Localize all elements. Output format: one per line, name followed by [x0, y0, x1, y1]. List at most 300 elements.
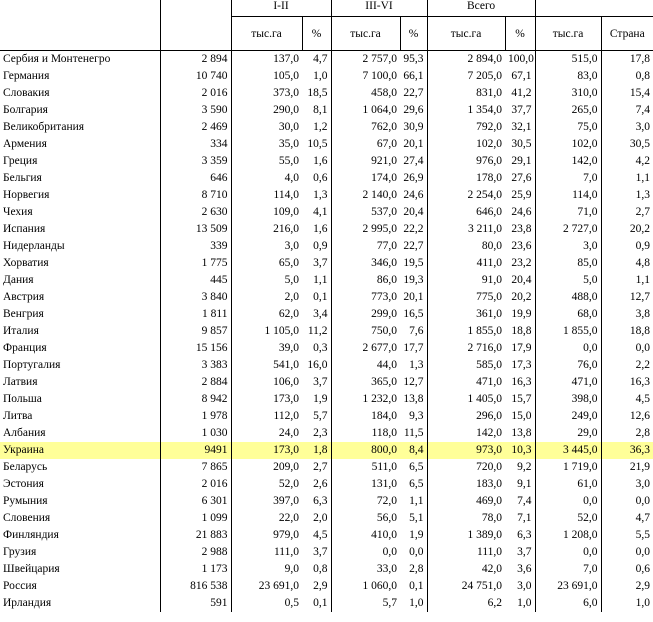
table-row — [0, 170, 653, 187]
cell-iii-vi-pct: 11,5 — [400, 425, 427, 442]
cell-all-pct: 13,8 — [505, 425, 535, 442]
cell-country: Беларусь — [0, 459, 160, 476]
cell-country: Украина — [0, 442, 160, 459]
cell-i-ii-area: 216,0 — [273, 223, 299, 235]
cell-country-pct: 4,5 — [635, 393, 651, 405]
cell-total-area: 2 016 — [160, 85, 231, 102]
cell-all-area: 976,0 — [476, 155, 503, 167]
cell-i-ii-pct: 0,8 — [302, 561, 331, 578]
cell-iii-vi-area: 44,0 — [376, 359, 398, 371]
cell-i-ii-pct: 3,7 — [302, 544, 331, 561]
cell-country: Словения — [0, 510, 160, 527]
header-sub-3b: % — [505, 17, 535, 51]
table-row — [0, 476, 653, 493]
cell-all-area: 646,0 — [476, 206, 503, 218]
cell-all-pct: 20,2 — [505, 289, 535, 306]
cell-country-pct: 3,8 — [635, 308, 651, 320]
cell-country-area: 61,0 — [535, 476, 601, 493]
cell-iii-vi-area: 56,0 — [376, 512, 398, 524]
cell-country-pct: 36,3 — [601, 442, 653, 459]
cell-iii-vi-pct: 5,1 — [400, 510, 427, 527]
cell-country-area: 5,0 — [535, 272, 601, 289]
cell-country-pct: 0,8 — [635, 70, 651, 82]
cell-i-ii-pct: 2,7 — [302, 459, 331, 476]
cell-all-area: 361,0 — [476, 308, 503, 320]
cell-all-pct: 1,0 — [505, 595, 535, 612]
cell-total-area: 3 590 — [160, 102, 231, 119]
cell-i-ii-pct: 1,6 — [302, 153, 331, 170]
table-row — [0, 544, 653, 561]
cell-country-pct: 1,0 — [635, 597, 651, 609]
cell-country: Литва — [0, 408, 160, 425]
cell-iii-vi-area: 86,0 — [376, 274, 398, 286]
cell-i-ii-area: 2,0 — [284, 291, 299, 303]
cell-total-area: 646 — [160, 170, 231, 187]
cell-i-ii-pct: 2,6 — [302, 476, 331, 493]
cell-country-pct: 0,9 — [635, 240, 651, 252]
cell-i-ii-area: 373,0 — [273, 87, 299, 99]
cell-total-area: 2 016 — [160, 476, 231, 493]
cell-i-ii-area: 106,0 — [273, 376, 299, 388]
cell-country-pct: 7,4 — [635, 104, 651, 116]
cell-all-pct: 67,1 — [505, 68, 535, 85]
cell-iii-vi-pct: 22,7 — [400, 85, 427, 102]
cell-i-ii-pct: 5,7 — [302, 408, 331, 425]
table-row — [0, 136, 653, 153]
cell-all-pct: 7,1 — [505, 510, 535, 527]
cell-country: Франция — [0, 340, 160, 357]
cell-country: Хорватия — [0, 255, 160, 272]
table-row — [0, 204, 653, 221]
cell-all-pct: 10,3 — [505, 442, 535, 459]
cell-i-ii-area: 65,0 — [278, 257, 299, 269]
cell-i-ii-pct: 2,0 — [302, 510, 331, 527]
cell-iii-vi-pct: 20,1 — [400, 289, 427, 306]
cell-country-pct: 4,8 — [635, 257, 651, 269]
cell-all-area: 80,0 — [481, 240, 503, 252]
cell-i-ii-pct: 1,1 — [302, 272, 331, 289]
cell-country: Италия — [0, 323, 160, 340]
cell-iii-vi-pct: 9,3 — [400, 408, 427, 425]
cell-iii-vi-area: 72,0 — [376, 495, 398, 507]
cell-all-pct: 19,9 — [505, 306, 535, 323]
header-group-2: III-VI — [331, 0, 427, 17]
cell-iii-vi-pct: 16,5 — [400, 306, 427, 323]
cell-i-ii-pct: 18,5 — [302, 85, 331, 102]
cell-iii-vi-pct: 13,8 — [400, 391, 427, 408]
cell-iii-vi-area: 773,0 — [371, 291, 398, 303]
cell-all-area: 78,0 — [481, 512, 503, 524]
cell-i-ii-area: 62,0 — [278, 308, 299, 320]
cell-all-area: 2 254,0 — [467, 189, 503, 201]
cell-country: Словакия — [0, 85, 160, 102]
cell-total-area: 2 988 — [160, 544, 231, 561]
cell-total-area: 1 173 — [160, 561, 231, 578]
cell-iii-vi-pct: 0,0 — [400, 544, 427, 561]
header-group-3: Всего — [427, 0, 535, 17]
cell-i-ii-area: 30,0 — [278, 121, 299, 133]
cell-all-pct: 24,6 — [505, 204, 535, 221]
cell-i-ii-pct: 1,6 — [302, 221, 331, 238]
cell-country: Испания — [0, 221, 160, 238]
cell-i-ii-area: 9,0 — [284, 563, 299, 575]
cell-all-pct: 27,6 — [505, 170, 535, 187]
cell-i-ii-area: 39,0 — [278, 342, 299, 354]
cell-total-area: 445 — [160, 272, 231, 289]
cell-i-ii-area: 541,0 — [273, 359, 299, 371]
cell-all-area: 24 751,0 — [461, 580, 503, 592]
cell-all-area: 411,0 — [476, 257, 503, 269]
cell-all-area: 296,0 — [476, 410, 503, 422]
cell-iii-vi-area: 1 232,0 — [362, 393, 398, 405]
cell-iii-vi-pct: 1,1 — [400, 493, 427, 510]
cell-all-pct: 3,0 — [505, 578, 535, 595]
cell-i-ii-area: 397,0 — [273, 495, 299, 507]
cell-iii-vi-area: 118,0 — [371, 427, 398, 439]
cell-iii-vi-pct: 2,8 — [400, 561, 427, 578]
cell-all-pct: 18,8 — [505, 323, 535, 340]
cell-all-area: 973,0 — [427, 442, 505, 459]
cell-country-area: 3,0 — [535, 238, 601, 255]
cell-iii-vi-area: 365,0 — [371, 376, 398, 388]
cell-i-ii-pct: 0,3 — [302, 340, 331, 357]
cell-total-area: 591 — [160, 595, 231, 612]
cell-country-pct: 0,6 — [635, 563, 651, 575]
cell-iii-vi-pct: 6,5 — [400, 459, 427, 476]
table-row — [0, 119, 653, 136]
cell-country-area: 1 719,0 — [535, 459, 601, 476]
cell-all-pct: 9,2 — [505, 459, 535, 476]
cell-country-area: 1 855,0 — [535, 323, 601, 340]
cell-country-area: 265,0 — [535, 102, 601, 119]
cell-all-area: 720,0 — [476, 461, 503, 473]
cell-country-area: 398,0 — [535, 391, 601, 408]
cell-all-area: 1 405,0 — [467, 393, 503, 405]
cell-i-ii-pct: 16,0 — [302, 357, 331, 374]
cell-i-ii-area: 209,0 — [273, 461, 299, 473]
cell-i-ii-pct: 1,3 — [302, 187, 331, 204]
cell-i-ii-area: 173,0 — [273, 393, 299, 405]
cell-country-area: 0,0 — [535, 340, 601, 357]
cell-iii-vi-area: 174,0 — [371, 172, 398, 184]
cell-total-area: 9 857 — [160, 323, 231, 340]
cell-country: Эстония — [0, 476, 160, 493]
cell-country-pct: 18,8 — [629, 325, 651, 337]
cell-iii-vi-pct: 24,6 — [400, 187, 427, 204]
cell-iii-vi-area: 5,7 — [382, 597, 398, 609]
cell-i-ii-pct: 1,8 — [302, 442, 331, 459]
table-row — [0, 357, 653, 374]
cell-iii-vi-pct: 1,9 — [400, 527, 427, 544]
cell-all-area: 7 205,0 — [467, 70, 503, 82]
cell-i-ii-area: 23 691,0 — [258, 580, 299, 592]
cell-all-area: 469,0 — [476, 495, 503, 507]
header-sub-2a: тыс.га — [331, 17, 400, 51]
cell-all-area: 1 855,0 — [467, 325, 503, 337]
cell-country: Финляндия — [0, 527, 160, 544]
header-country-blank — [0, 0, 160, 17]
cell-all-area: 178,0 — [476, 172, 503, 184]
cell-iii-vi-area: 7 100,0 — [362, 70, 398, 82]
cell-country: Польша — [0, 391, 160, 408]
cell-country-area: 142,0 — [535, 153, 601, 170]
cell-iii-vi-area: 77,0 — [376, 240, 398, 252]
table-row — [0, 578, 653, 595]
cell-iii-vi-pct: 66,1 — [400, 68, 427, 85]
cell-i-ii-pct: 4,1 — [302, 204, 331, 221]
table-row — [0, 221, 653, 238]
cell-all-pct: 23,2 — [505, 255, 535, 272]
cell-i-ii-pct: 6,3 — [302, 493, 331, 510]
cell-country-pct: 0,0 — [635, 495, 651, 507]
cell-all-area: 6,2 — [487, 597, 503, 609]
cell-iii-vi-area: 131,0 — [371, 478, 398, 490]
header-sub-1b: % — [302, 17, 331, 51]
table-row — [0, 595, 653, 612]
cell-country: Чехия — [0, 204, 160, 221]
cell-all-pct: 9,1 — [505, 476, 535, 493]
cell-country-pct: 2,7 — [635, 206, 651, 218]
cell-iii-vi-area: 2 677,0 — [362, 342, 398, 354]
cell-country-pct: 2,2 — [635, 359, 651, 371]
cell-country-pct: 30,5 — [629, 138, 651, 150]
cell-total-area: 6 301 — [160, 493, 231, 510]
cell-iii-vi-pct: 12,7 — [400, 374, 427, 391]
cell-iii-vi-area: 458,0 — [371, 87, 398, 99]
table-body — [0, 51, 653, 613]
cell-country-area: 7,0 — [535, 561, 601, 578]
header-sub-4a: тыс.га — [535, 17, 601, 51]
cell-country: Австрия — [0, 289, 160, 306]
cell-i-ii-pct: 0,1 — [302, 289, 331, 306]
cell-all-pct: 17,3 — [505, 357, 535, 374]
cell-country-pct: 16,3 — [629, 376, 651, 388]
cell-country-area: 29,0 — [535, 425, 601, 442]
table-row — [0, 153, 653, 170]
table-row — [0, 408, 653, 425]
cell-all-pct: 3,7 — [505, 544, 535, 561]
cell-i-ii-pct: 4,7 — [302, 51, 331, 69]
cell-country-area: 488,0 — [535, 289, 601, 306]
cell-country-area: 52,0 — [535, 510, 601, 527]
cell-total-area: 3 359 — [160, 153, 231, 170]
cell-country-pct: 0,0 — [635, 546, 651, 558]
cell-country-pct: 21,9 — [629, 461, 651, 473]
cell-i-ii-area: 24,0 — [278, 427, 299, 439]
cell-iii-vi-area: 410,0 — [371, 529, 398, 541]
cell-country-area: 114,0 — [535, 187, 601, 204]
cell-country-pct: 1,1 — [635, 274, 651, 286]
table-row — [0, 306, 653, 323]
cell-i-ii-area: 5,0 — [284, 274, 299, 286]
cell-all-pct: 23,6 — [505, 238, 535, 255]
cell-i-ii-pct: 3,7 — [302, 255, 331, 272]
cell-i-ii-pct: 3,7 — [302, 374, 331, 391]
cell-total-area: 3 383 — [160, 357, 231, 374]
cell-country-area: 6,0 — [535, 595, 601, 612]
cell-i-ii-area: 3,0 — [284, 240, 299, 252]
cell-i-ii-pct: 1,0 — [302, 68, 331, 85]
cell-all-pct: 23,8 — [505, 221, 535, 238]
cell-iii-vi-area: 67,0 — [376, 138, 398, 150]
table-row — [0, 442, 653, 459]
cell-country: Венгрия — [0, 306, 160, 323]
cell-country-area: 7,0 — [535, 170, 601, 187]
cell-all-area: 585,0 — [476, 359, 503, 371]
cell-country-area: 471,0 — [535, 374, 601, 391]
cell-total-area: 2 630 — [160, 204, 231, 221]
header-sub-4b: Страна — [601, 17, 653, 51]
header-group-1: I-II — [231, 0, 331, 17]
cell-iii-vi-area: 762,0 — [371, 121, 398, 133]
table-row — [0, 391, 653, 408]
table-row — [0, 493, 653, 510]
cell-all-area: 2 716,0 — [467, 342, 503, 354]
cell-iii-vi-pct: 0,1 — [400, 578, 427, 595]
table-row — [0, 340, 653, 357]
cell-iii-vi-area: 184,0 — [371, 410, 398, 422]
cell-country-area: 71,0 — [535, 204, 601, 221]
cell-country: Германия — [0, 68, 160, 85]
cell-country-area: 0,0 — [535, 544, 601, 561]
cell-all-area: 42,0 — [481, 563, 503, 575]
cell-all-area: 111,0 — [477, 546, 503, 558]
cell-country: Португалия — [0, 357, 160, 374]
cell-i-ii-pct: 0,6 — [302, 170, 331, 187]
cell-country-pct: 2,9 — [635, 580, 651, 592]
cell-country: Россия — [0, 578, 160, 595]
cell-i-ii-pct: 1,9 — [302, 391, 331, 408]
cell-iii-vi-pct: 27,4 — [400, 153, 427, 170]
cell-all-pct: 100,0 — [505, 51, 535, 69]
cell-total-area: 7 865 — [160, 459, 231, 476]
cell-all-pct: 16,3 — [505, 374, 535, 391]
cell-country-area: 83,0 — [535, 68, 601, 85]
cell-i-ii-area: 0,5 — [284, 597, 299, 609]
table-row — [0, 527, 653, 544]
cell-total-area: 15 156 — [160, 340, 231, 357]
cell-iii-vi-pct: 19,5 — [400, 255, 427, 272]
table-header — [0, 0, 653, 51]
cell-iii-vi-area: 537,0 — [371, 206, 398, 218]
cell-country-pct: 20,2 — [629, 223, 651, 235]
cell-country: Греция — [0, 153, 160, 170]
cell-iii-vi-area: 511,0 — [371, 461, 398, 473]
cell-country-pct: 1,1 — [635, 172, 651, 184]
cell-i-ii-area: 114,0 — [273, 189, 299, 201]
cell-country-area: 76,0 — [535, 357, 601, 374]
cell-country-area: 23 691,0 — [535, 578, 601, 595]
cell-total-area: 1 775 — [160, 255, 231, 272]
cell-i-ii-pct: 8,1 — [302, 102, 331, 119]
cell-iii-vi-pct: 8,4 — [400, 442, 427, 459]
cell-i-ii-area: 111,0 — [273, 546, 299, 558]
cell-country-area: 0,0 — [535, 493, 601, 510]
cell-i-ii-area: 173,0 — [231, 442, 302, 459]
cell-iii-vi-area: 750,0 — [371, 325, 398, 337]
cell-country: Албания — [0, 425, 160, 442]
cell-country-area: 85,0 — [535, 255, 601, 272]
cell-country-pct: 12,7 — [629, 291, 651, 303]
cell-country-area: 2 727,0 — [535, 221, 601, 238]
cell-all-pct: 41,2 — [505, 85, 535, 102]
cell-all-pct: 30,5 — [505, 136, 535, 153]
cell-total-area: 3 840 — [160, 289, 231, 306]
cell-country-area: 3 445,0 — [535, 442, 601, 459]
cell-iii-vi-pct: 17,7 — [400, 340, 427, 357]
cell-all-area: 1 354,0 — [467, 104, 503, 116]
table-row — [0, 238, 653, 255]
cell-all-pct: 17,9 — [505, 340, 535, 357]
cell-country-pct: 1,3 — [635, 189, 651, 201]
cell-total-area: 9491 — [160, 442, 231, 459]
cell-iii-vi-area: 2 140,0 — [362, 189, 398, 201]
cell-iii-vi-area: 33,0 — [376, 563, 398, 575]
cell-all-area: 142,0 — [476, 427, 503, 439]
cell-i-ii-pct: 1,2 — [302, 119, 331, 136]
cell-total-area: 13 509 — [160, 221, 231, 238]
cell-country-area: 102,0 — [535, 136, 601, 153]
table-row — [0, 85, 653, 102]
cell-iii-vi-pct: 19,3 — [400, 272, 427, 289]
cell-i-ii-area: 35,0 — [278, 138, 299, 150]
cell-iii-vi-pct: 1,3 — [400, 357, 427, 374]
cell-i-ii-pct: 2,3 — [302, 425, 331, 442]
cell-country: Великобритания — [0, 119, 160, 136]
cell-iii-vi-pct: 20,4 — [400, 204, 427, 221]
cell-country-pct: 15,4 — [629, 87, 651, 99]
table-row — [0, 425, 653, 442]
cell-all-pct: 7,4 — [505, 493, 535, 510]
table-row — [0, 374, 653, 391]
cell-total-area: 2 469 — [160, 119, 231, 136]
table-row — [0, 51, 653, 69]
cell-all-pct: 32,1 — [505, 119, 535, 136]
cell-all-pct: 6,3 — [505, 527, 535, 544]
cell-country-pct: 4,2 — [635, 155, 651, 167]
cell-i-ii-pct: 0,1 — [302, 595, 331, 612]
cell-country: Ирландия — [0, 595, 160, 612]
table-row — [0, 102, 653, 119]
cell-i-ii-area: 52,0 — [278, 478, 299, 490]
cell-all-area: 1 389,0 — [467, 529, 503, 541]
cell-total-area: 816 538 — [160, 578, 231, 595]
cell-iii-vi-pct: 22,2 — [400, 221, 427, 238]
header-sub-3a: тыс.га — [427, 17, 505, 51]
cell-iii-vi-pct: 1,0 — [400, 595, 427, 612]
cell-all-pct: 15,7 — [505, 391, 535, 408]
cell-all-area: 471,0 — [476, 376, 503, 388]
cell-total-area: 1 978 — [160, 408, 231, 425]
cell-all-pct: 20,4 — [505, 272, 535, 289]
table-row — [0, 68, 653, 85]
cell-country-area: 1 208,0 — [535, 527, 601, 544]
cell-iii-vi-pct: 95,3 — [400, 51, 427, 69]
cell-total-area: 8 710 — [160, 187, 231, 204]
table-row — [0, 510, 653, 527]
cell-iii-vi-pct: 6,5 — [400, 476, 427, 493]
header-sub-2b: % — [400, 17, 427, 51]
cell-i-ii-area: 109,0 — [273, 206, 299, 218]
header-country-cell — [0, 17, 160, 51]
cell-i-ii-area: 290,0 — [273, 104, 299, 116]
table-row — [0, 187, 653, 204]
cell-all-pct: 3,6 — [505, 561, 535, 578]
cell-country: Дания — [0, 272, 160, 289]
cell-all-area: 792,0 — [476, 121, 503, 133]
cell-iii-vi-area: 800,0 — [331, 442, 400, 459]
cell-country: Нидерланды — [0, 238, 160, 255]
